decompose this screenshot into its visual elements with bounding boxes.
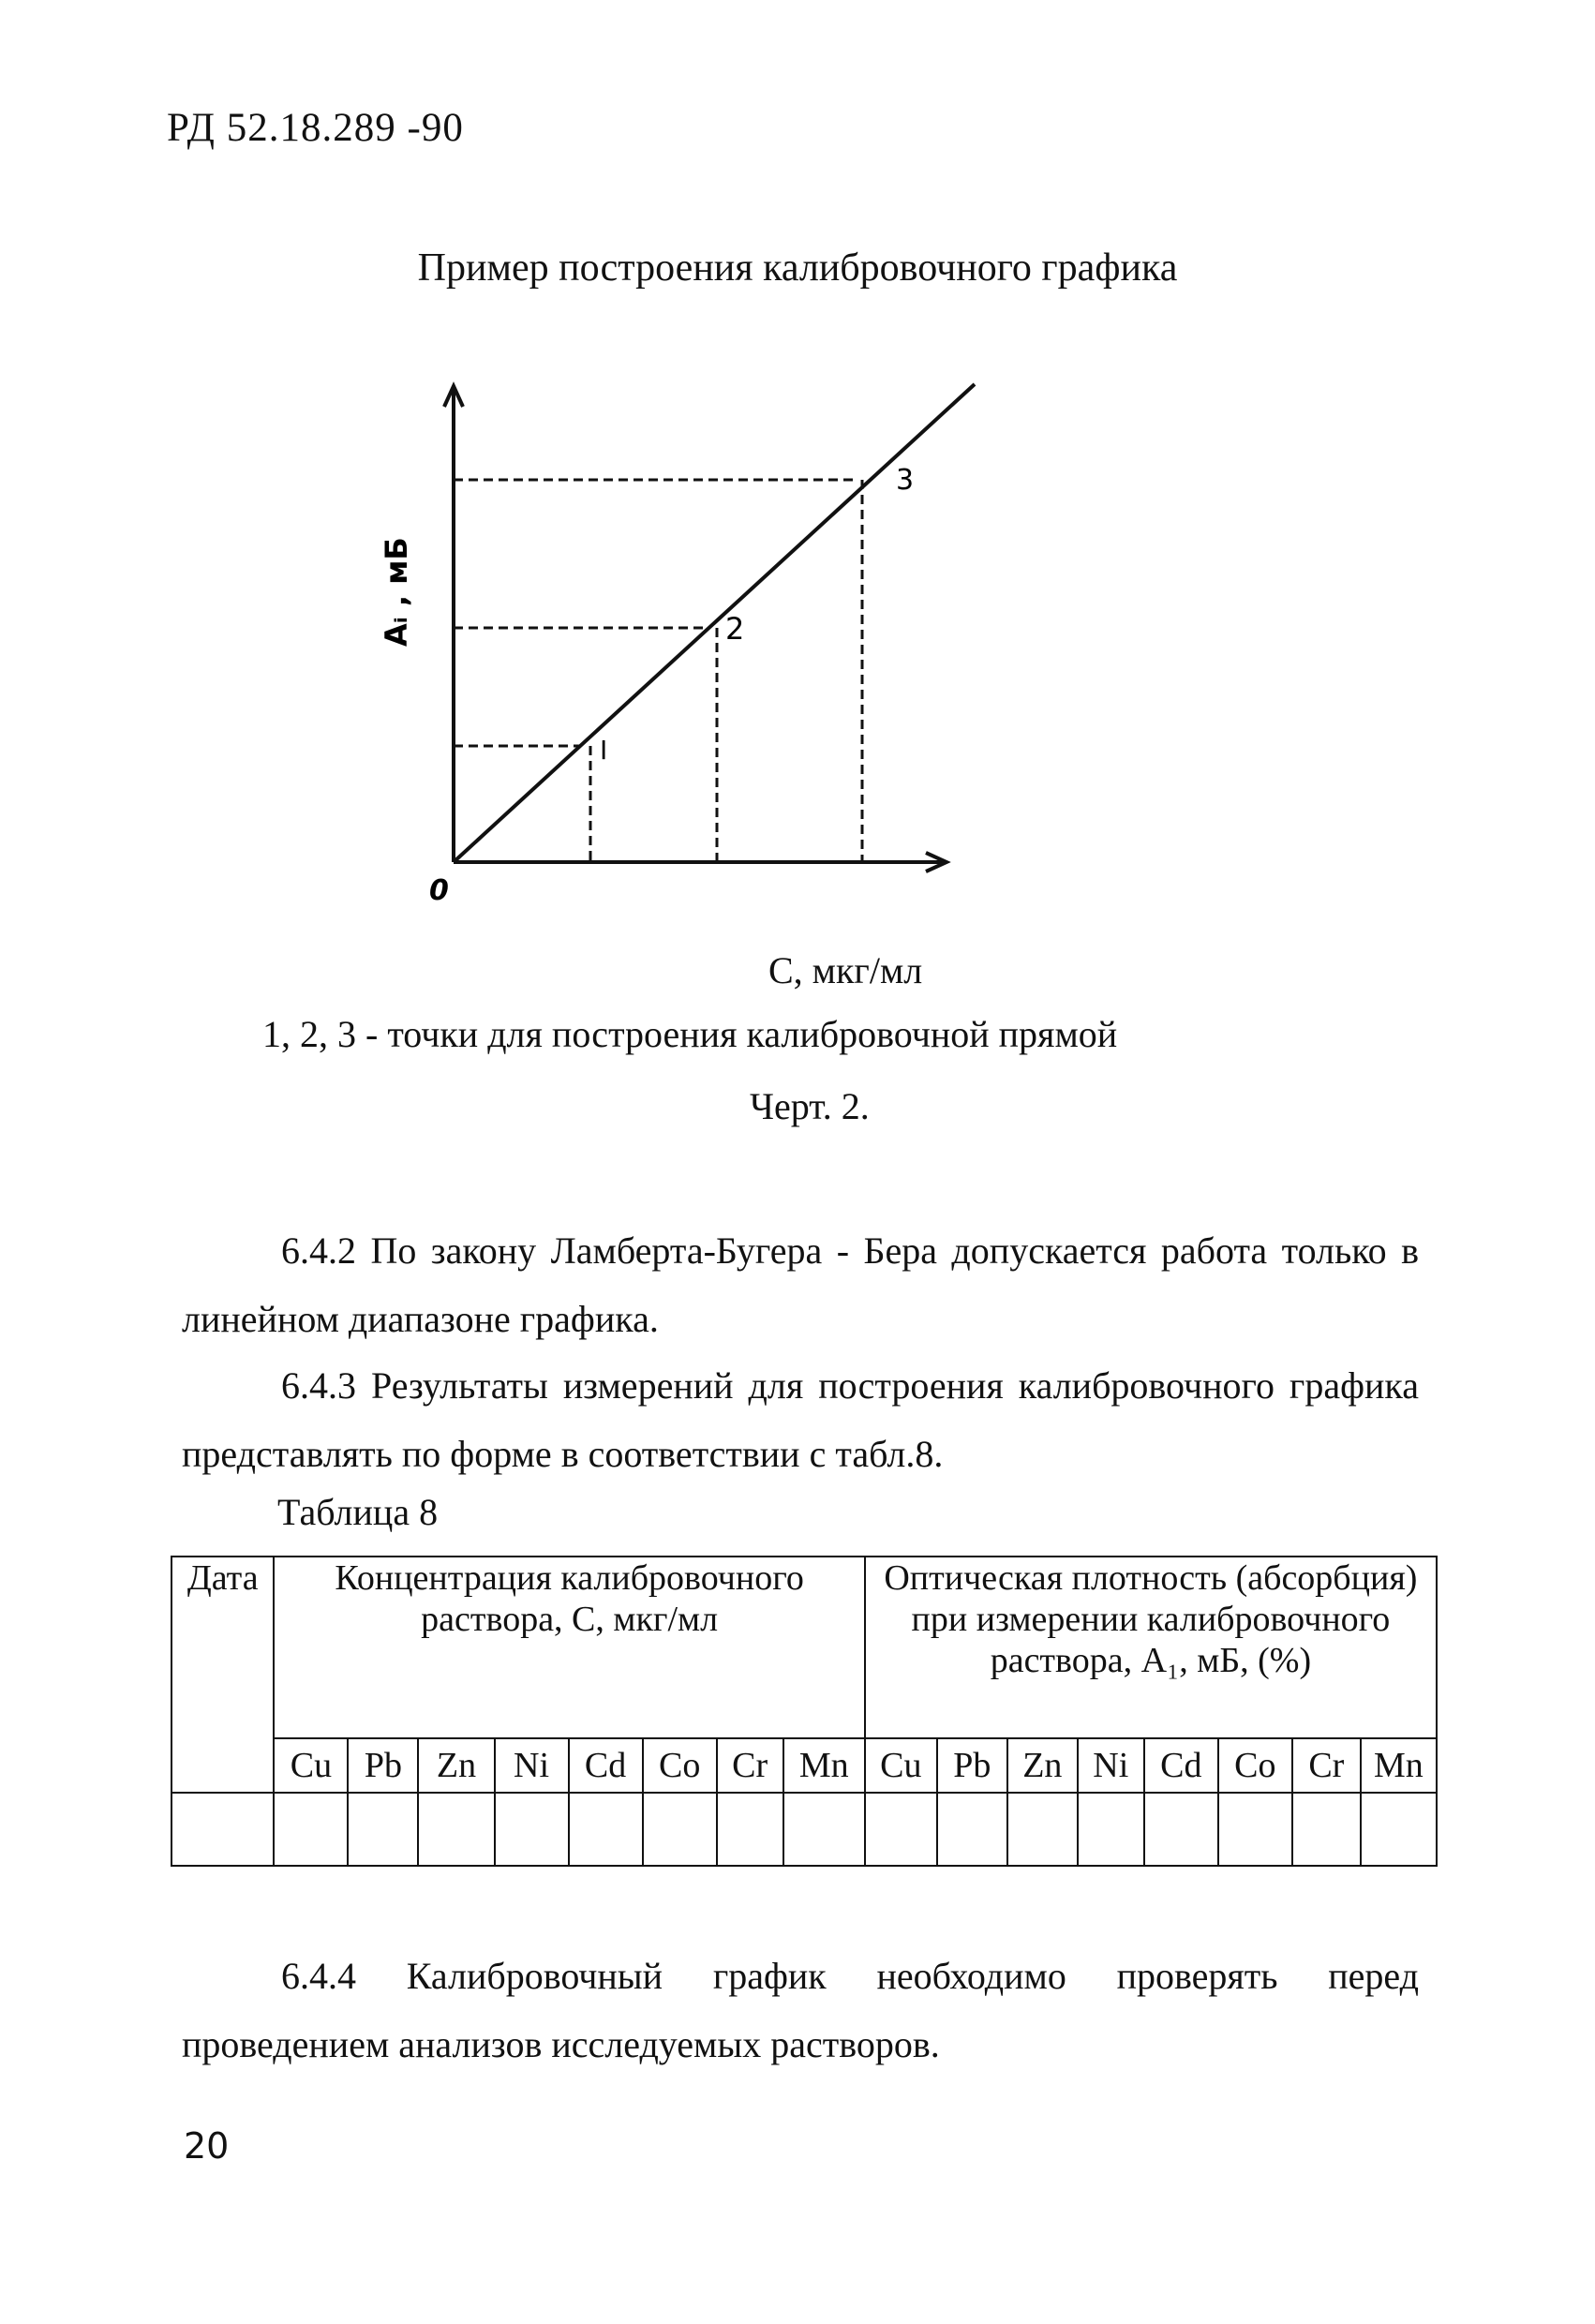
conc-cr: Cr: [717, 1738, 783, 1793]
calibration-chart: [379, 375, 993, 918]
table-caption: Таблица 8: [277, 1491, 439, 1533]
paragraph-6-4-4: [182, 1942, 1419, 2078]
table-cell: [171, 1793, 274, 1866]
table-elements-row: [171, 1738, 1437, 1793]
x-axis-label: С, мкг/мл: [768, 949, 923, 991]
conc-cd: Cd: [569, 1738, 643, 1793]
paragraph-6-4-3-text: 6.4.3 Результаты измерений для построения калибровочного графика представлять по форме в соответствии с табл.8.: [182, 1364, 1419, 1475]
table-cell: [1361, 1793, 1437, 1866]
figure-legend: 1, 2, 3 - точки для построения калибровочной прямой: [262, 1013, 1118, 1055]
origin-label: 0: [429, 874, 449, 907]
point-1-label: I: [600, 735, 608, 766]
calibration-line: [454, 384, 975, 862]
table-cell: [569, 1793, 643, 1866]
point-3-label: 3: [896, 464, 915, 497]
opt-pb: Pb: [937, 1738, 1007, 1793]
conc-ni: Ni: [495, 1738, 569, 1793]
table-header-row: [171, 1557, 1437, 1738]
table-cell: [643, 1793, 717, 1866]
opt-co: Co: [1218, 1738, 1292, 1793]
table-cell: [783, 1793, 865, 1866]
table-cell: [495, 1793, 569, 1866]
header-concentration: Концентрация калибровочного раствора, С, мкг/мл: [274, 1557, 864, 1738]
paragraph-6-4-4-text: 6.4.4 Калибровочный график необходимо проверять перед проведением анализов исследуемых растворов.: [182, 1955, 1419, 2065]
conc-cu: Cu: [274, 1738, 348, 1793]
table-cell: [348, 1793, 418, 1866]
header-date: Дата: [171, 1557, 274, 1793]
paragraph-6-4-2: [182, 1216, 1419, 1353]
paragraph-6-4-3: [182, 1351, 1419, 1488]
document-code: РД 52.18.289 -90: [167, 106, 464, 150]
opt-zn: Zn: [1007, 1738, 1078, 1793]
opt-cr: Cr: [1292, 1738, 1361, 1793]
table-cell: [1144, 1793, 1218, 1866]
table-cell: [1078, 1793, 1144, 1866]
opt-cd: Cd: [1144, 1738, 1218, 1793]
table-cell: [1218, 1793, 1292, 1866]
point-2-label: 2: [725, 611, 745, 647]
table-cell: [1007, 1793, 1078, 1866]
table-cell: [717, 1793, 783, 1866]
table-row: [171, 1793, 1437, 1866]
conc-pb: Pb: [348, 1738, 418, 1793]
conc-zn: Zn: [418, 1738, 494, 1793]
opt-cu: Cu: [865, 1738, 937, 1793]
conc-mn: Mn: [783, 1738, 865, 1793]
calibration-chart-svg: [379, 375, 993, 918]
figure-title: Пример построения калибровочного графика: [417, 246, 1178, 290]
results-table: [171, 1556, 1438, 1867]
table-cell: [1292, 1793, 1361, 1866]
opt-ni: Ni: [1078, 1738, 1144, 1793]
page-number: 20: [184, 2125, 230, 2167]
table-cell: [865, 1793, 937, 1866]
header-optical-density: Оптическая плотность (абсорбция) при измерении калибровочного раствора, А₁, мБ, (%): [865, 1557, 1437, 1738]
table-cell: [274, 1793, 348, 1866]
y-axis-label: Aᵢ , мБ: [379, 537, 414, 647]
conc-co: Co: [643, 1738, 717, 1793]
table-cell: [937, 1793, 1007, 1866]
figure-number: Черт. 2.: [750, 1085, 870, 1127]
paragraph-6-4-2-text: 6.4.2 По закону Ламберта-Бугера - Бера допускается работа только в линейном диапазоне графика.: [182, 1229, 1419, 1340]
table-cell: [418, 1793, 494, 1866]
opt-mn: Mn: [1361, 1738, 1437, 1793]
